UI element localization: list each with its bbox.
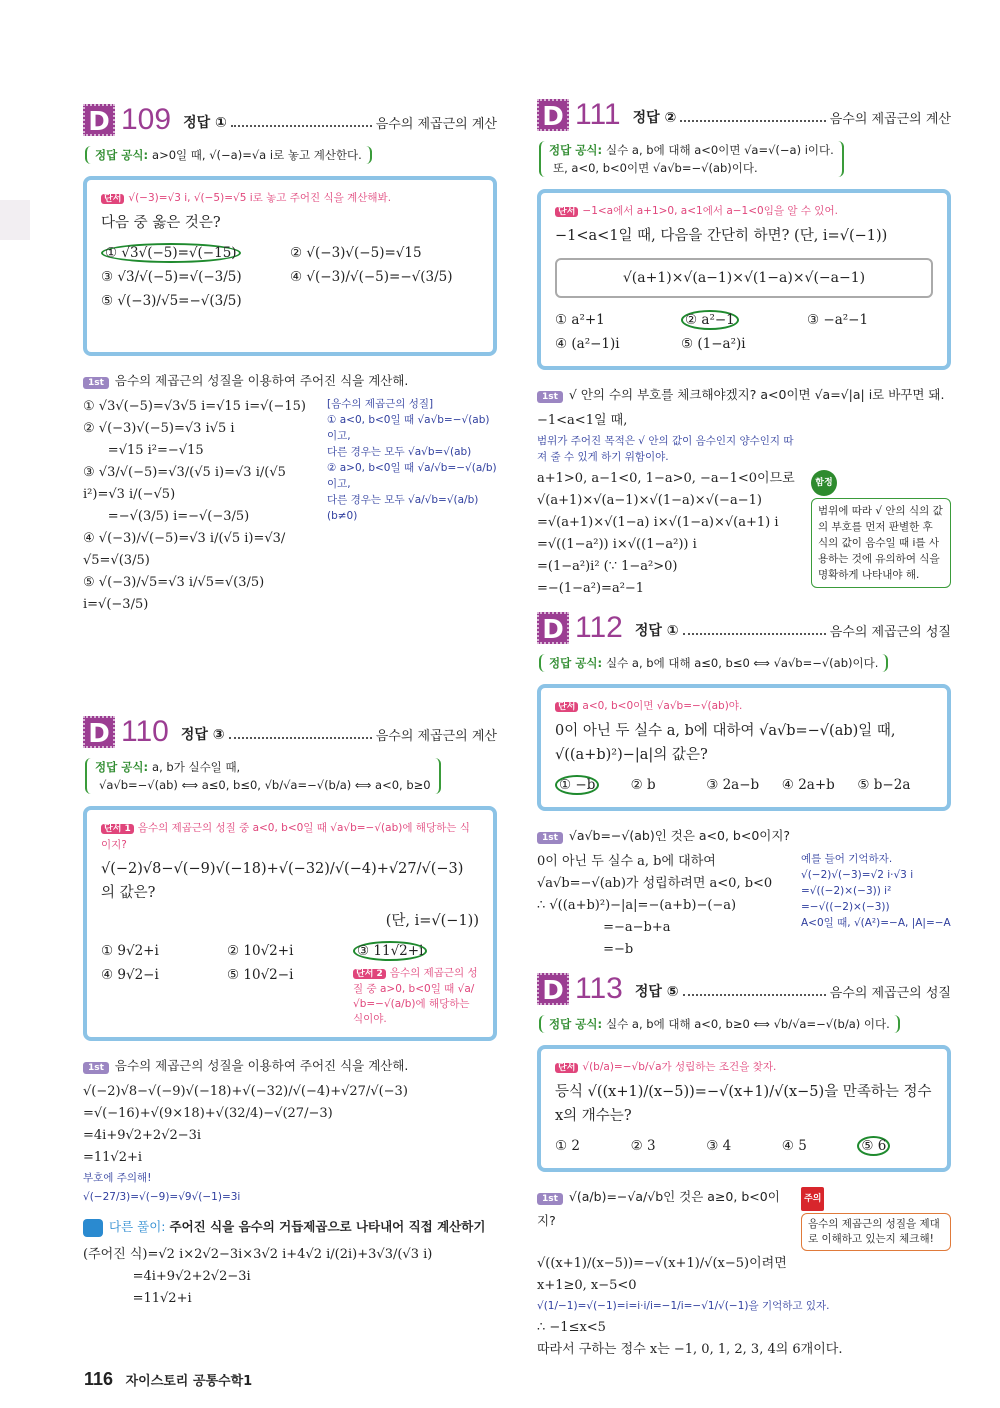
solution-title: 음수의 제곱근의 성질을 이용하여 주어진 식을 계산해.: [114, 373, 409, 388]
choice-text: ② √(−3)√(−5)=√15: [290, 245, 422, 261]
formula-line: √a√b=−√(ab) ⟺ a≤0, b≤0, √b/√a=−√(b/a) ⟺ a<0, b≥0: [99, 778, 431, 792]
hint-text: 음수의 제곱근의 성질 중 a<0, b<0일 때 √a√b=−√(ab)에 해당하는 식이지?: [101, 822, 470, 851]
problem-header: [537, 95, 951, 131]
choice-text: ③ 2a−b: [706, 777, 760, 793]
choice-option[interactable]: [101, 289, 290, 313]
solution-title: √(a/b)=−√a/√b인 것은 a≥0, b<0이지?: [537, 1189, 780, 1228]
question-text: −1<a<1일 때, 다음을 간단히 하면? (단, i=√(−1)): [555, 228, 888, 244]
hint-text: −1<a에서 a+1>0, a<1에서 a−1<0임을 알 수 있어.: [582, 205, 838, 217]
formula-label: 정답 공식:: [95, 148, 149, 162]
choice-option[interactable]: [555, 308, 681, 332]
side-note: ② a>0, b<0일 때 √a/√b=−√(a/b)이고,: [327, 462, 497, 490]
choice-text: ⑤ 6: [857, 1136, 890, 1156]
solution-tag: 1st: [537, 1193, 563, 1205]
problem-111: [537, 95, 951, 600]
answer-choices: [555, 1134, 933, 1158]
choice-text: ⑤ 10√2−i: [227, 967, 294, 983]
side-note: [음수의 제곱근의 성질]: [327, 398, 434, 410]
answer-label: 정답 ②: [632, 110, 677, 126]
formula-line: 실수 a, b에 대해 a<0, b≥0 ⟺ √b/√a=−√(b/a) 이다.: [606, 1017, 890, 1031]
choice-option[interactable]: [681, 308, 807, 332]
question-box: [537, 189, 951, 370]
formula-label: 정답 공식:: [549, 1017, 603, 1031]
solution-line: =√(a+1)×√(1−a) i×√(1−a)×√(a+1) i: [537, 515, 779, 530]
section-badge: D: [83, 716, 115, 748]
hint-tag: 단서: [101, 194, 124, 204]
solution-title: √a√b=−√(ab)인 것은 a<0, b<0이지?: [568, 828, 791, 843]
choice-option[interactable]: [807, 308, 933, 332]
answer-formula: [85, 146, 372, 164]
solution-header: [537, 825, 951, 849]
choice-text: ③ −a²−1: [807, 312, 869, 328]
solution-lines: [83, 1081, 497, 1208]
hint: [555, 203, 933, 220]
hint-tag: 단서: [555, 702, 578, 712]
hint: [555, 698, 933, 715]
section-badge: D: [537, 99, 569, 131]
problem-header: [83, 100, 497, 136]
choice-option[interactable]: [857, 1134, 933, 1158]
question-expression: √(a+1)×√(a−1)×√(1−a)×√(−a−1): [555, 258, 933, 298]
hint-tag: 단서 2: [353, 969, 386, 979]
solution-title-wrap: [83, 1055, 497, 1079]
choice-option[interactable]: [555, 1134, 631, 1158]
topic-label: 음수의 제곱근의 계산: [829, 112, 951, 127]
warning: [801, 1186, 951, 1251]
answer-choices: [101, 939, 479, 1027]
choice-option[interactable]: [227, 963, 353, 1027]
solution-lines: [537, 410, 803, 600]
choice-text: ④ 9√2−i: [101, 967, 159, 983]
choice-option[interactable]: [631, 1134, 707, 1158]
solution-line: 따라서 구하는 정수 x는 −1, 0, 1, 2, 3, 4의 6개이다.: [537, 1342, 843, 1357]
question-box: [537, 1045, 951, 1172]
choice-option[interactable]: [706, 773, 782, 797]
choice-option[interactable]: [555, 773, 631, 797]
choice-text: ④ 5: [781, 1138, 807, 1154]
solution-lines: [537, 851, 793, 961]
trap: [811, 470, 951, 588]
choice-option[interactable]: [782, 1134, 858, 1158]
solution-header: [83, 1055, 497, 1079]
hint: [101, 190, 479, 207]
choice-text: ③ 4: [706, 1138, 732, 1154]
choice-option[interactable]: [857, 773, 933, 797]
answer-formula: [85, 758, 441, 794]
choice-option[interactable]: [101, 963, 227, 1027]
solution-line: =√(−16)+√(9×18)+√(32/4)−√(27/−3): [83, 1106, 333, 1121]
side-notes: [327, 396, 497, 524]
side-note: 예를 들어 기억하자.: [801, 853, 893, 865]
leader-dots: [683, 994, 826, 996]
solution-line: =4i+9√2+2√2−3i: [83, 1128, 202, 1143]
choice-option[interactable]: [101, 241, 290, 265]
hint-text: 음수의 제곱근의 성질 중 a>0, b<0일 때 √a/√b=−√(a/b)에 해당하는 식이야.: [353, 967, 478, 1025]
side-note: 다른 경우는 모두 √a√b=√(ab): [327, 446, 472, 458]
choice-text: ④ (a²−1)i: [555, 336, 620, 352]
hint-tag: 단서: [555, 207, 578, 217]
choice-option[interactable]: [101, 265, 290, 289]
solution-title: 음수의 제곱근의 성질을 이용하여 주어진 식을 계산해.: [114, 1058, 409, 1073]
problem-header: [537, 608, 951, 644]
formula-line: 실수 a, b에 대해 a<0이면 √a=√(−a) i이다.: [606, 143, 834, 157]
solution-title-wrap: [537, 1186, 793, 1232]
alternate-label: 다른 풀이:: [109, 1219, 166, 1234]
question-box: [537, 684, 951, 811]
choice-option[interactable]: [681, 332, 807, 356]
solution-title: √ 안의 수의 부호를 체크해야겠지? a<0이면 √a=√|a| i로 바꾸면 돼.: [568, 387, 945, 402]
topic-label: 음수의 제곱근의 성질: [829, 986, 951, 1001]
problem-112: [537, 608, 951, 961]
alternate-line: (주어진 식)=√2 i×2√2−3i×3√2 i+4√2 i/(2i)+3√3/(√3 i): [83, 1247, 433, 1262]
solution-line: √((x+1)/(x−5))=−√(x+1)/√(x−5)이려면: [537, 1256, 787, 1271]
solution: [537, 825, 951, 961]
problem-113: [537, 969, 951, 1361]
solution-tag: 1st: [83, 1062, 109, 1074]
solution-title-wrap: [537, 384, 951, 408]
page-number: 116: [84, 1369, 114, 1389]
choice-text: ② 10√2+i: [227, 943, 294, 959]
alternate-line: =4i+9√2+2√2−3i: [83, 1269, 251, 1284]
choice-option[interactable]: [782, 773, 858, 797]
solution-line: ③ √3/√(−5)=√3/(√5 i)=√3 i/(√5 i²)=√3 i/(−√5): [83, 465, 291, 502]
side-note: 다른 경우는 모두 √a/√b=√(a/b) (b≠0): [327, 494, 479, 522]
formula-label: 정답 공식:: [549, 656, 603, 670]
leader-dots: [229, 737, 372, 739]
answer-label: 정답 ①: [183, 115, 227, 131]
answer-choices: [555, 773, 933, 797]
choice-option[interactable]: [631, 773, 707, 797]
side-note: A<0일 때, √(A²)=−A, |A|=−A: [801, 917, 951, 929]
hint: [101, 820, 479, 853]
side-note: 부호에 주의해!: [83, 1172, 152, 1184]
choice-text: ⑤ √(−3)/√5=−√(3/5): [101, 293, 242, 309]
answer-formula: [539, 141, 844, 177]
solution-line: =−√(3/5) i=−√(−3/5): [83, 509, 250, 524]
solution-body: [83, 396, 497, 616]
solution-tag: 1st: [537, 832, 563, 844]
choice-text: ③ √3/√(−5)=√(−3/5): [101, 269, 242, 285]
answer-formula: [539, 654, 888, 672]
problem-number: 111: [575, 98, 621, 131]
solution-line: √(a+1)×√(a−1)×√(1−a)×√(−a−1): [537, 493, 762, 508]
solution-tag: 1st: [537, 391, 563, 403]
topic-label: 음수의 제곱근의 성질: [829, 625, 951, 640]
answer-choices: [555, 308, 933, 356]
question-text: √(−2)√8−√(−9)√(−18)+√(−32)/√(−4)+√27/√(−3) 의 값은?: [101, 861, 464, 901]
choice-option[interactable]: [353, 939, 479, 963]
solution-tag: 1st: [83, 377, 109, 389]
solution-header: [537, 384, 951, 408]
side-note: √(−2)√(−3)=√2 i·√3 i: [801, 869, 914, 881]
solution-line: =(1−a²)i² (∵ 1−a²>0): [537, 559, 678, 574]
answer-label: 정답 ⑤: [634, 984, 679, 1000]
problem-header: [537, 969, 951, 1005]
solution-line: ④ √(−3)/√(−5)=√3 i/(√5 i)=√3/√5=√(3/5): [83, 531, 286, 568]
problem-number: 112: [575, 611, 623, 644]
leader-dots: [683, 633, 826, 635]
solution-line: −1<a<1일 때,: [537, 413, 628, 428]
solution: [83, 1055, 497, 1310]
answer-label: 정답 ③: [180, 727, 225, 743]
answer-choices: [101, 241, 479, 313]
solution-line: =11√2+i: [83, 1150, 143, 1165]
solution-title-wrap: [537, 825, 951, 849]
answer-formula: [539, 1015, 900, 1033]
solution-line: ∴ −1≤x<5: [537, 1320, 606, 1335]
solution-header: [83, 370, 497, 394]
note-line: 범위가 주어진 목적은 √ 안의 값이 음수인지 양수인지 따져 줄 수 있게 하기 위함이야.: [537, 435, 794, 463]
alternate-title: 주어진 식을 음수의 거듭제곱으로 나타내어 직접 계산하기: [169, 1219, 486, 1234]
choice-text: ④ 2a+b: [781, 777, 835, 793]
question-box: [83, 176, 497, 356]
solution-line: =−a−b+a: [537, 920, 671, 935]
warning-tag: 주의: [801, 1187, 824, 1211]
hint-2: [353, 963, 479, 1027]
problem-number: 110: [121, 715, 169, 748]
problem-number: 113: [575, 972, 623, 1005]
problem-110: [83, 712, 497, 1310]
hint-tag: 단서 1: [101, 824, 134, 834]
section-badge: D: [537, 612, 569, 644]
warning-callout: 음수의 제곱근의 성질을 제대로 이해하고 있는지 체크해!: [801, 1213, 951, 1251]
book-title: 자이스토리 공통수학1: [125, 1374, 253, 1389]
choice-text: ① a²+1: [555, 312, 605, 328]
side-note: =√((−2)×(−3)) i²: [801, 885, 892, 897]
topic-label: 음수의 제곱근의 계산: [375, 117, 497, 132]
solution-line: x+1≥0, x−5<0: [537, 1278, 637, 1293]
choice-text: ② 3: [630, 1138, 656, 1154]
trap-callout: 범위에 따라 √ 안의 식의 값의 부호를 먼저 판별한 후 식의 값이 음수일 때 i를 사용하는 것에 유의하여 식을 명확하게 나타내야 해.: [811, 498, 951, 588]
page-footer: [84, 1369, 252, 1390]
answer-label: 정답 ①: [634, 623, 679, 639]
problem-109: [83, 100, 497, 616]
choice-option[interactable]: [290, 265, 479, 289]
solution-line: √a√b=−√(ab)가 성립하려면 a<0, b<0: [537, 876, 773, 891]
leader-dots: [680, 120, 825, 122]
formula-line: a, b가 실수일 때,: [152, 760, 241, 774]
choice-text: ⑤ b−2a: [857, 777, 911, 793]
choice-text: ① √3√(−5)=√(−15): [101, 243, 241, 263]
solution-line: ⑤ √(−3)/√5=√3 i/√5=√(3/5) i=√(−3/5): [83, 575, 269, 612]
choice-option[interactable]: [101, 939, 227, 963]
choice-text: ① 9√2+i: [101, 943, 159, 959]
solution-line: =√15 i²=−√15: [83, 443, 204, 458]
choice-option[interactable]: [555, 332, 681, 356]
side-note: √(−27/3)=√(−9)=√9√(−1)=3i: [83, 1191, 241, 1203]
formula-line: a>0일 때, √(−a)=√a i로 놓고 계산한다.: [152, 148, 362, 162]
solution-line: ① √3√(−5)=√3√5 i=√15 i=√(−15): [83, 399, 306, 414]
hint-text: √(−3)=√3 i, √(−5)=√5 i로 놓고 주어진 식을 계산해봐.: [128, 192, 392, 204]
section-badge: D: [537, 973, 569, 1005]
question-text: 등식 √((x+1)/(x−5))=−√(x+1)/√(x−5)을 만족하는 정수 x의 개수는?: [555, 1084, 932, 1124]
alternate-solution-header: [83, 1216, 497, 1238]
choice-text: ③ 11√2+i: [353, 941, 427, 961]
solution-line: ② √(−3)√(−5)=√3 i√5 i: [83, 421, 235, 436]
formula-line: 또, a<0, b<0이면 √a√b=−√(ab)이다.: [553, 161, 758, 175]
solution-line: ∴ √((a+b)²)−|a|=−(a+b)−(−a): [537, 898, 737, 913]
choice-option[interactable]: [290, 241, 479, 265]
choice-option[interactable]: [227, 939, 353, 963]
side-notes: [801, 851, 951, 931]
formula-label: 정답 공식:: [95, 760, 149, 774]
solution: [537, 384, 951, 600]
hint-text: √(b/a)=−√b/√a가 성립하는 조건을 찾자.: [582, 1061, 777, 1073]
solution: [83, 370, 497, 616]
alternate-solution-icon: [83, 1219, 103, 1237]
choice-text: ① −b: [555, 775, 599, 795]
choice-text: ② a²−1: [681, 310, 739, 330]
hint-text: a<0, b<0이면 √a√b=−√(ab)야.: [582, 700, 743, 712]
choice-option[interactable]: [706, 1134, 782, 1158]
question-text: 0이 아닌 두 실수 a, b에 대하여 √a√b=−√(ab)일 때, √((a+b)²)−|a|의 값은?: [555, 723, 896, 763]
problem-header: [83, 712, 497, 748]
solution-body: [83, 1081, 497, 1208]
page-edge-tab: [0, 200, 30, 240]
solution-line: =√((1−a²)) i×√((1−a²)) i: [537, 537, 697, 552]
solution-line: √(−2)√8−√(−9)√(−18)+√(−32)/√(−4)+√27/√(−3): [83, 1084, 408, 1099]
alternate-line: =11√2+i: [83, 1291, 192, 1306]
section-badge: D: [83, 104, 115, 136]
leader-dots: [231, 125, 372, 127]
formula-label: 정답 공식:: [549, 143, 603, 157]
solution-line: =−b: [537, 942, 634, 957]
hint-tag: 단서: [555, 1063, 578, 1073]
note-line: √(1/−1)=√(−1)=i=i·i/i=−1/i=−√1/√(−1)을 기억하고 있자.: [537, 1300, 830, 1312]
choice-text: ④ √(−3)/√(−5)=−√(3/5): [290, 269, 453, 285]
solution-line: =−(1−a²)=a²−1: [537, 581, 645, 596]
solution-line: 0이 아닌 두 실수 a, b에 대하여: [537, 854, 716, 869]
question-expression: (단, i=√(−1)): [385, 913, 479, 929]
trap-tag: 함정: [811, 470, 837, 496]
solution-line: a+1>0, a−1<0, 1−a>0, −a−1<0이므로: [537, 471, 795, 486]
solution: [537, 1186, 951, 1361]
problem-number: 109: [121, 103, 172, 136]
topic-label: 음수의 제곱근의 계산: [375, 729, 497, 744]
formula-line: 실수 a, b에 대해 a≤0, b≤0 ⟺ √a√b=−√(ab)이다.: [606, 656, 879, 670]
solution-lines: [537, 1253, 951, 1361]
side-note: ① a<0, b<0일 때 √a√b=−√(ab)이고,: [327, 414, 490, 442]
question-text: 다음 중 옳은 것은?: [101, 215, 221, 231]
choice-text: ⑤ (1−a²)i: [681, 336, 746, 352]
solution-header: [537, 1186, 951, 1251]
hint: [555, 1059, 933, 1076]
solution-body: [537, 851, 951, 961]
choice-text: ② b: [630, 777, 656, 793]
side-note: =−√((−2)×(−3)): [801, 901, 890, 913]
choice-text: ① 2: [555, 1138, 580, 1154]
solution-body: [537, 410, 951, 600]
solution-lines: [83, 396, 319, 616]
question-box: [83, 806, 497, 1041]
solution-title-wrap: [83, 370, 497, 394]
solution-body: [537, 1253, 951, 1361]
